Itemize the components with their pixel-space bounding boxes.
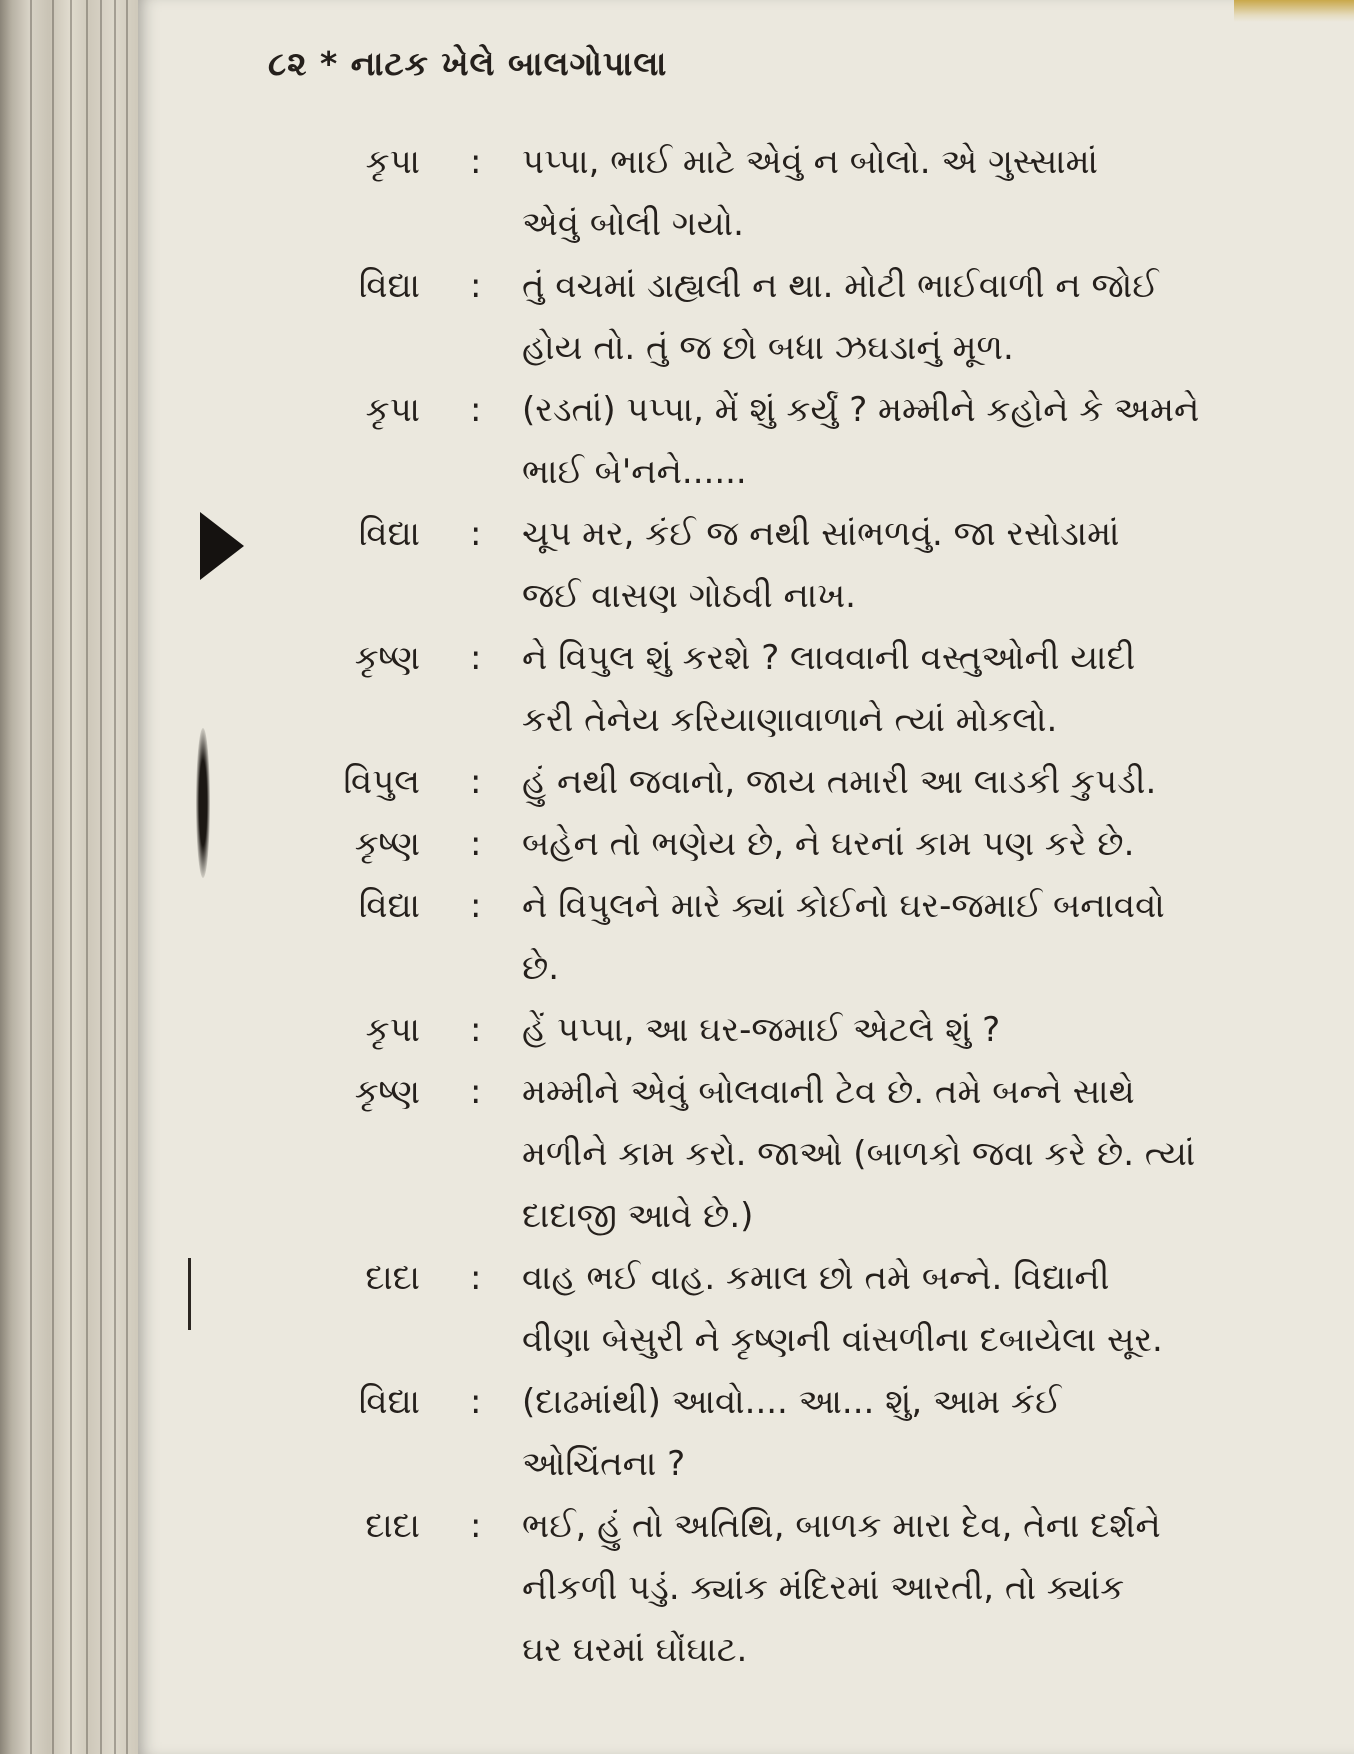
dialogue-line: કરી તેનેય કરિયાણાવાળાને ત્યાં મોકલો. — [522, 700, 1058, 740]
speaker-colon: : — [470, 1382, 482, 1422]
speaker-name: દાદા — [365, 1506, 420, 1546]
dialogue-line: છે. — [522, 948, 560, 988]
dialogue-line: વાહ ભઈ વાહ. કમાલ છો તમે બન્ને. વિદ્યાની — [522, 1258, 1110, 1298]
speaker-name: કૃષ્ણ — [354, 824, 420, 864]
dialogue-line: ચૂપ મર, કંઈ જ નથી સાંભળવું. જા રસોડામાં — [522, 514, 1120, 554]
speaker-colon: : — [470, 1506, 482, 1546]
dialogue-line: જઈ વાસણ ગોઠવી નાખ. — [522, 576, 856, 616]
book-page-edges — [0, 0, 145, 1754]
dialogue-line: ઘર ઘરમાં ઘોંઘાટ. — [522, 1630, 748, 1670]
pencil-line-mark — [188, 1258, 191, 1330]
speaker-name: વિદ્યા — [358, 514, 420, 554]
dialogue-line: હોય તો. તું જ છો બધા ઝઘડાનું મૂળ. — [522, 328, 1014, 368]
dialogue-line: એવું બોલી ગયો. — [522, 204, 744, 244]
speaker-name: કૃપા — [365, 390, 420, 430]
dialogue-line: ભઈ, હું તો અતિથિ, બાળક મારા દેવ, તેના દર્શને — [522, 1506, 1161, 1546]
speaker-name: વિદ્યા — [358, 1382, 420, 1422]
dialogue-line: મળીને કામ કરો. જાઓ (બાળકો જવા કરે છે. ત્યાં — [522, 1134, 1196, 1174]
dialogue-line: (રડતાં) પપ્પા, મેં શું કર્યું ? મમ્મીને કહોને કે અમને — [522, 390, 1200, 430]
page-corner-tear — [1234, 0, 1354, 22]
speaker-name: કૃપા — [365, 142, 420, 182]
speaker-name: કૃપા — [365, 1010, 420, 1050]
speaker-colon: : — [470, 1258, 482, 1298]
speaker-name: કૃષ્ણ — [354, 1072, 420, 1112]
speaker-colon: : — [470, 514, 482, 554]
dialogue-line: તું વચમાં ડાહ્યલી ન થા. મોટી ભાઈવાળી ન જોઈ — [522, 266, 1159, 306]
speaker-colon: : — [470, 886, 482, 926]
dialogue-line: ઓચિંતના ? — [522, 1444, 686, 1484]
speaker-colon: : — [470, 1010, 482, 1050]
speaker-colon: : — [470, 1072, 482, 1112]
speaker-name: વિદ્યા — [358, 886, 420, 926]
dialogue-line: હું નથી જવાનો, જાય તમારી આ લાડકી કુપડી. — [522, 762, 1157, 802]
speaker-colon: : — [470, 390, 482, 430]
ink-smudge-mark — [196, 728, 210, 878]
speaker-colon: : — [470, 266, 482, 306]
dialogue-line: (દાઢમાંથી) આવો.... આ... શું, આમ કંઈ — [522, 1382, 1062, 1422]
dialogue-line: ને વિપુલ શું કરશે ? લાવવાની વસ્તુઓની યાદી — [522, 638, 1136, 678]
speaker-colon: : — [470, 762, 482, 802]
speaker-name: દાદા — [365, 1258, 420, 1298]
dialogue-line: ભાઈ બે'નને...... — [522, 452, 747, 492]
dialogue-line: મમ્મીને એવું બોલવાની ટેવ છે. તમે બન્ને સાથે — [522, 1072, 1135, 1112]
speaker-name: વિપુલ — [343, 762, 420, 802]
page-header: ૮૨ * નાટક ખેલે બાલગોપાલા — [268, 44, 668, 83]
dialogue-line: હેં પપ્પા, આ ઘર-જમાઈ એટલે શું ? — [522, 1010, 1001, 1050]
dialogue-line: ને વિપુલને મારે ક્યાં કોઈનો ઘર-જમાઈ બનાવવો — [522, 886, 1165, 926]
speaker-name: વિદ્યા — [358, 266, 420, 306]
dialogue-line: નીકળી પડું. ક્યાંક મંદિરમાં આરતી, તો ક્યાંક — [522, 1568, 1125, 1608]
speaker-colon: : — [470, 142, 482, 182]
ink-arrow-mark — [200, 512, 244, 580]
speaker-colon: : — [470, 638, 482, 678]
dialogue-line: બહેન તો ભણેય છે, ને ઘરનાં કામ પણ કરે છે. — [522, 824, 1135, 864]
speaker-name: કૃષ્ણ — [354, 638, 420, 678]
dialogue-line: પપ્પા, ભાઈ માટે એવું ન બોલો. એ ગુસ્સામાં — [522, 142, 1098, 182]
dialogue-line: દાદાજી આવે છે.) — [522, 1196, 754, 1236]
speaker-colon: : — [470, 824, 482, 864]
dialogue-line: વીણા બેસુરી ને કૃષ્ણની વાંસળીના દબાયેલા સૂર. — [522, 1320, 1163, 1360]
